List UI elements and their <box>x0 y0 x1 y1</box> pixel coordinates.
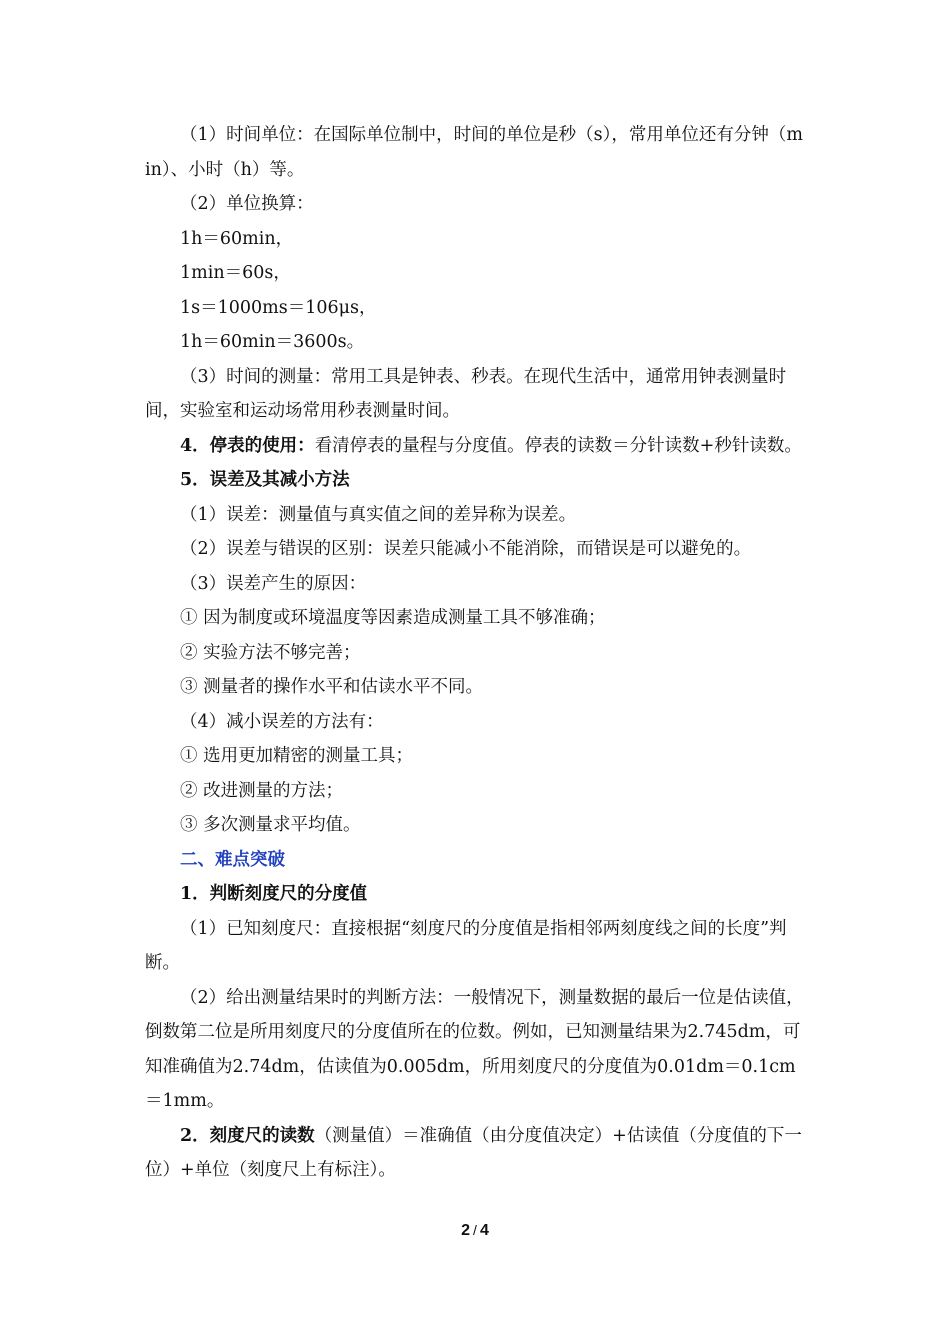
reading-heading: 2．刻度尺的读数 <box>180 1125 315 1146</box>
error-vs-mistake: （2）误差与错误的区别：误差只能减小不能消除，而错误是可以避免的。 <box>180 539 752 559</box>
cause-item-3: ③ 测量者的操作水平和估读水平不同。 <box>180 677 484 697</box>
stopwatch-heading: 4．停表的使用： <box>180 435 315 456</box>
cause-item-1: ① 因为制度或环境温度等因素造成测量工具不够准确； <box>180 608 606 628</box>
stopwatch-paragraph <box>145 429 807 464</box>
page-separator: / <box>473 1222 477 1238</box>
error-heading: 5．误差及其减小方法 <box>180 470 350 490</box>
conversion-label: （2）单位换算： <box>180 194 314 214</box>
section-2-heading: 二、难点突破 <box>180 849 285 870</box>
judge-heading: 1．判断刻度尺的分度值 <box>180 884 368 904</box>
time-unit-paragraph: （1）时间单位：在国际单位制中，时间的单位是秒（s），常用单位还有分钟（min）、小时（h）等。 <box>145 125 803 180</box>
reading-paragraph <box>145 1119 807 1188</box>
document-body <box>145 118 807 1188</box>
judge-paragraph-2: （2）给出测量结果时的判断方法：一般情况下，测量数据的最后一位是估读值，倒数第二位是所用刻度尺的分度值所在的位数。例如，已知测量结果为2.745dm，可知准确值为2.74dm，估读值为0.005dm，所用刻度尺的分度值为0.01dm＝0.1cm＝1mm。 <box>145 987 804 1111</box>
conversion-line-4: 1h＝60min＝3600s。 <box>180 332 365 352</box>
reduce-item-2: ② 改进测量的方法； <box>180 780 344 801</box>
conversion-line-3: 1s＝1000ms＝106μs， <box>180 297 377 318</box>
conversion-line-2: 1min＝60s， <box>180 263 291 283</box>
judge-paragraph-1: （1）已知刻度尺：直接根据“刻度尺的分度值是指相邻两刻度线之间的长度”判断。 <box>145 918 787 973</box>
cause-item-2: ② 实验方法不够完善； <box>180 642 361 663</box>
reduce-item-3: ③ 多次测量求平均值。 <box>180 815 361 835</box>
stopwatch-text: 看清停表的量程与分度值。停表的读数＝分针读数+秒针读数。 <box>314 435 802 456</box>
current-page-number: 2 <box>461 1222 471 1239</box>
conversion-line-1: 1h＝60min， <box>180 228 294 249</box>
total-pages-number: 4 <box>479 1222 489 1239</box>
reduce-label: （4）减小误差的方法有： <box>180 711 384 732</box>
error-definition: （1）误差：测量值与真实值之间的差异称为误差。 <box>180 504 577 525</box>
page-number <box>0 1222 950 1240</box>
reading-text: （测量值）＝准确值（由分度值决定）+估读值（分度值的下一位）+单位（刻度尺上有标注）。 <box>145 1125 802 1180</box>
time-measure-paragraph: （3）时间的测量：常用工具是钟表、秒表。在现代生活中，通常用钟表测量时间，实验室和运动场常用秒表测量时间。 <box>145 366 787 421</box>
reduce-item-1: ① 选用更加精密的测量工具； <box>180 746 414 766</box>
error-causes-label: （3）误差产生的原因： <box>180 573 367 594</box>
